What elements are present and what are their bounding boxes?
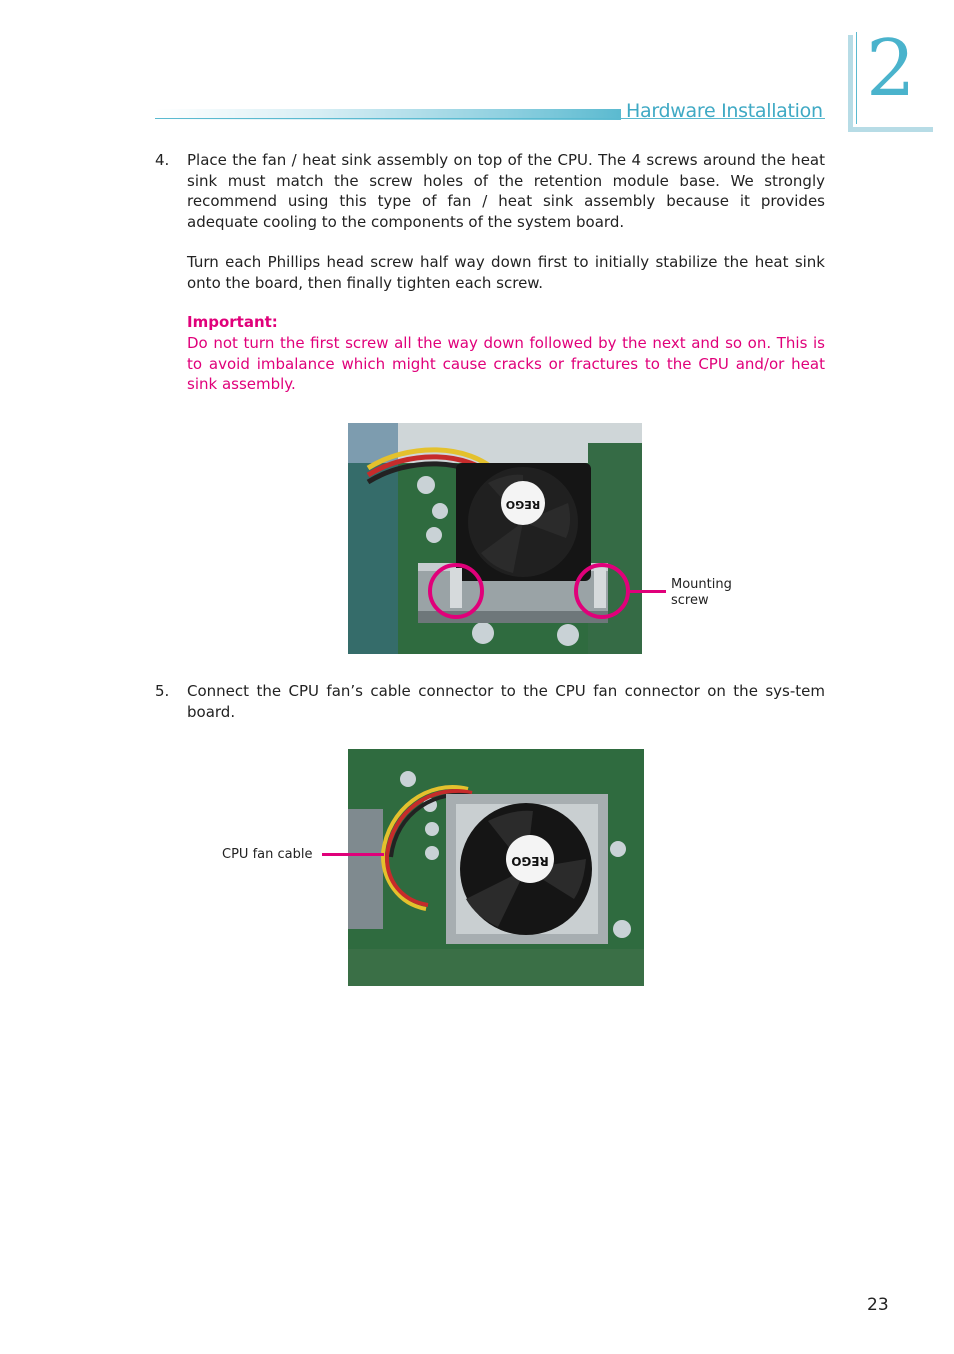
important-text: Do not turn the first screw all the way down followed by the next and so on. This is to avoid imbalance which might cause cracks or fractures to the CPU and/or heat sink assembly.: [187, 333, 825, 394]
heatsink-photo: [348, 423, 642, 654]
paragraph: Turn each Phillips head screw half way down first to initially stabilize the heat sink onto the board, then finally tighten each screw.: [187, 252, 825, 292]
page-number: 23: [867, 1295, 889, 1315]
callout-line: [322, 853, 384, 856]
step-5: [155, 681, 825, 722]
section-title: Hardware Installation: [626, 100, 823, 122]
step-4: [155, 150, 825, 395]
step-body: [187, 150, 825, 395]
fan-brand-text: REGO: [511, 854, 549, 868]
mounting-screw-label: Mounting screw: [671, 577, 732, 608]
step-number: 5.: [155, 682, 170, 700]
paragraph: Place the fan / heat sink assembly on top of the CPU. The 4 screws around the heat sink must match the screw holes of the retention module base. We strongly recommend using this type of fan / heat sink assembly because it provides adequate cooling to the components of the system board.: [187, 151, 825, 232]
important-label: Important:: [187, 313, 278, 332]
fan-brand-text: REGO: [505, 498, 541, 511]
cpu-fan-cable-label: CPU fan cable: [222, 847, 313, 862]
callout-line: [628, 590, 666, 593]
step-number: 4.: [155, 151, 170, 169]
chapter-number: 2: [866, 24, 916, 114]
fan-cable-photo: [348, 749, 644, 986]
paragraph: Connect the CPU fan’s cable connector to the CPU fan connector on the sys-tem board.: [187, 682, 825, 721]
step-body: [187, 681, 825, 722]
